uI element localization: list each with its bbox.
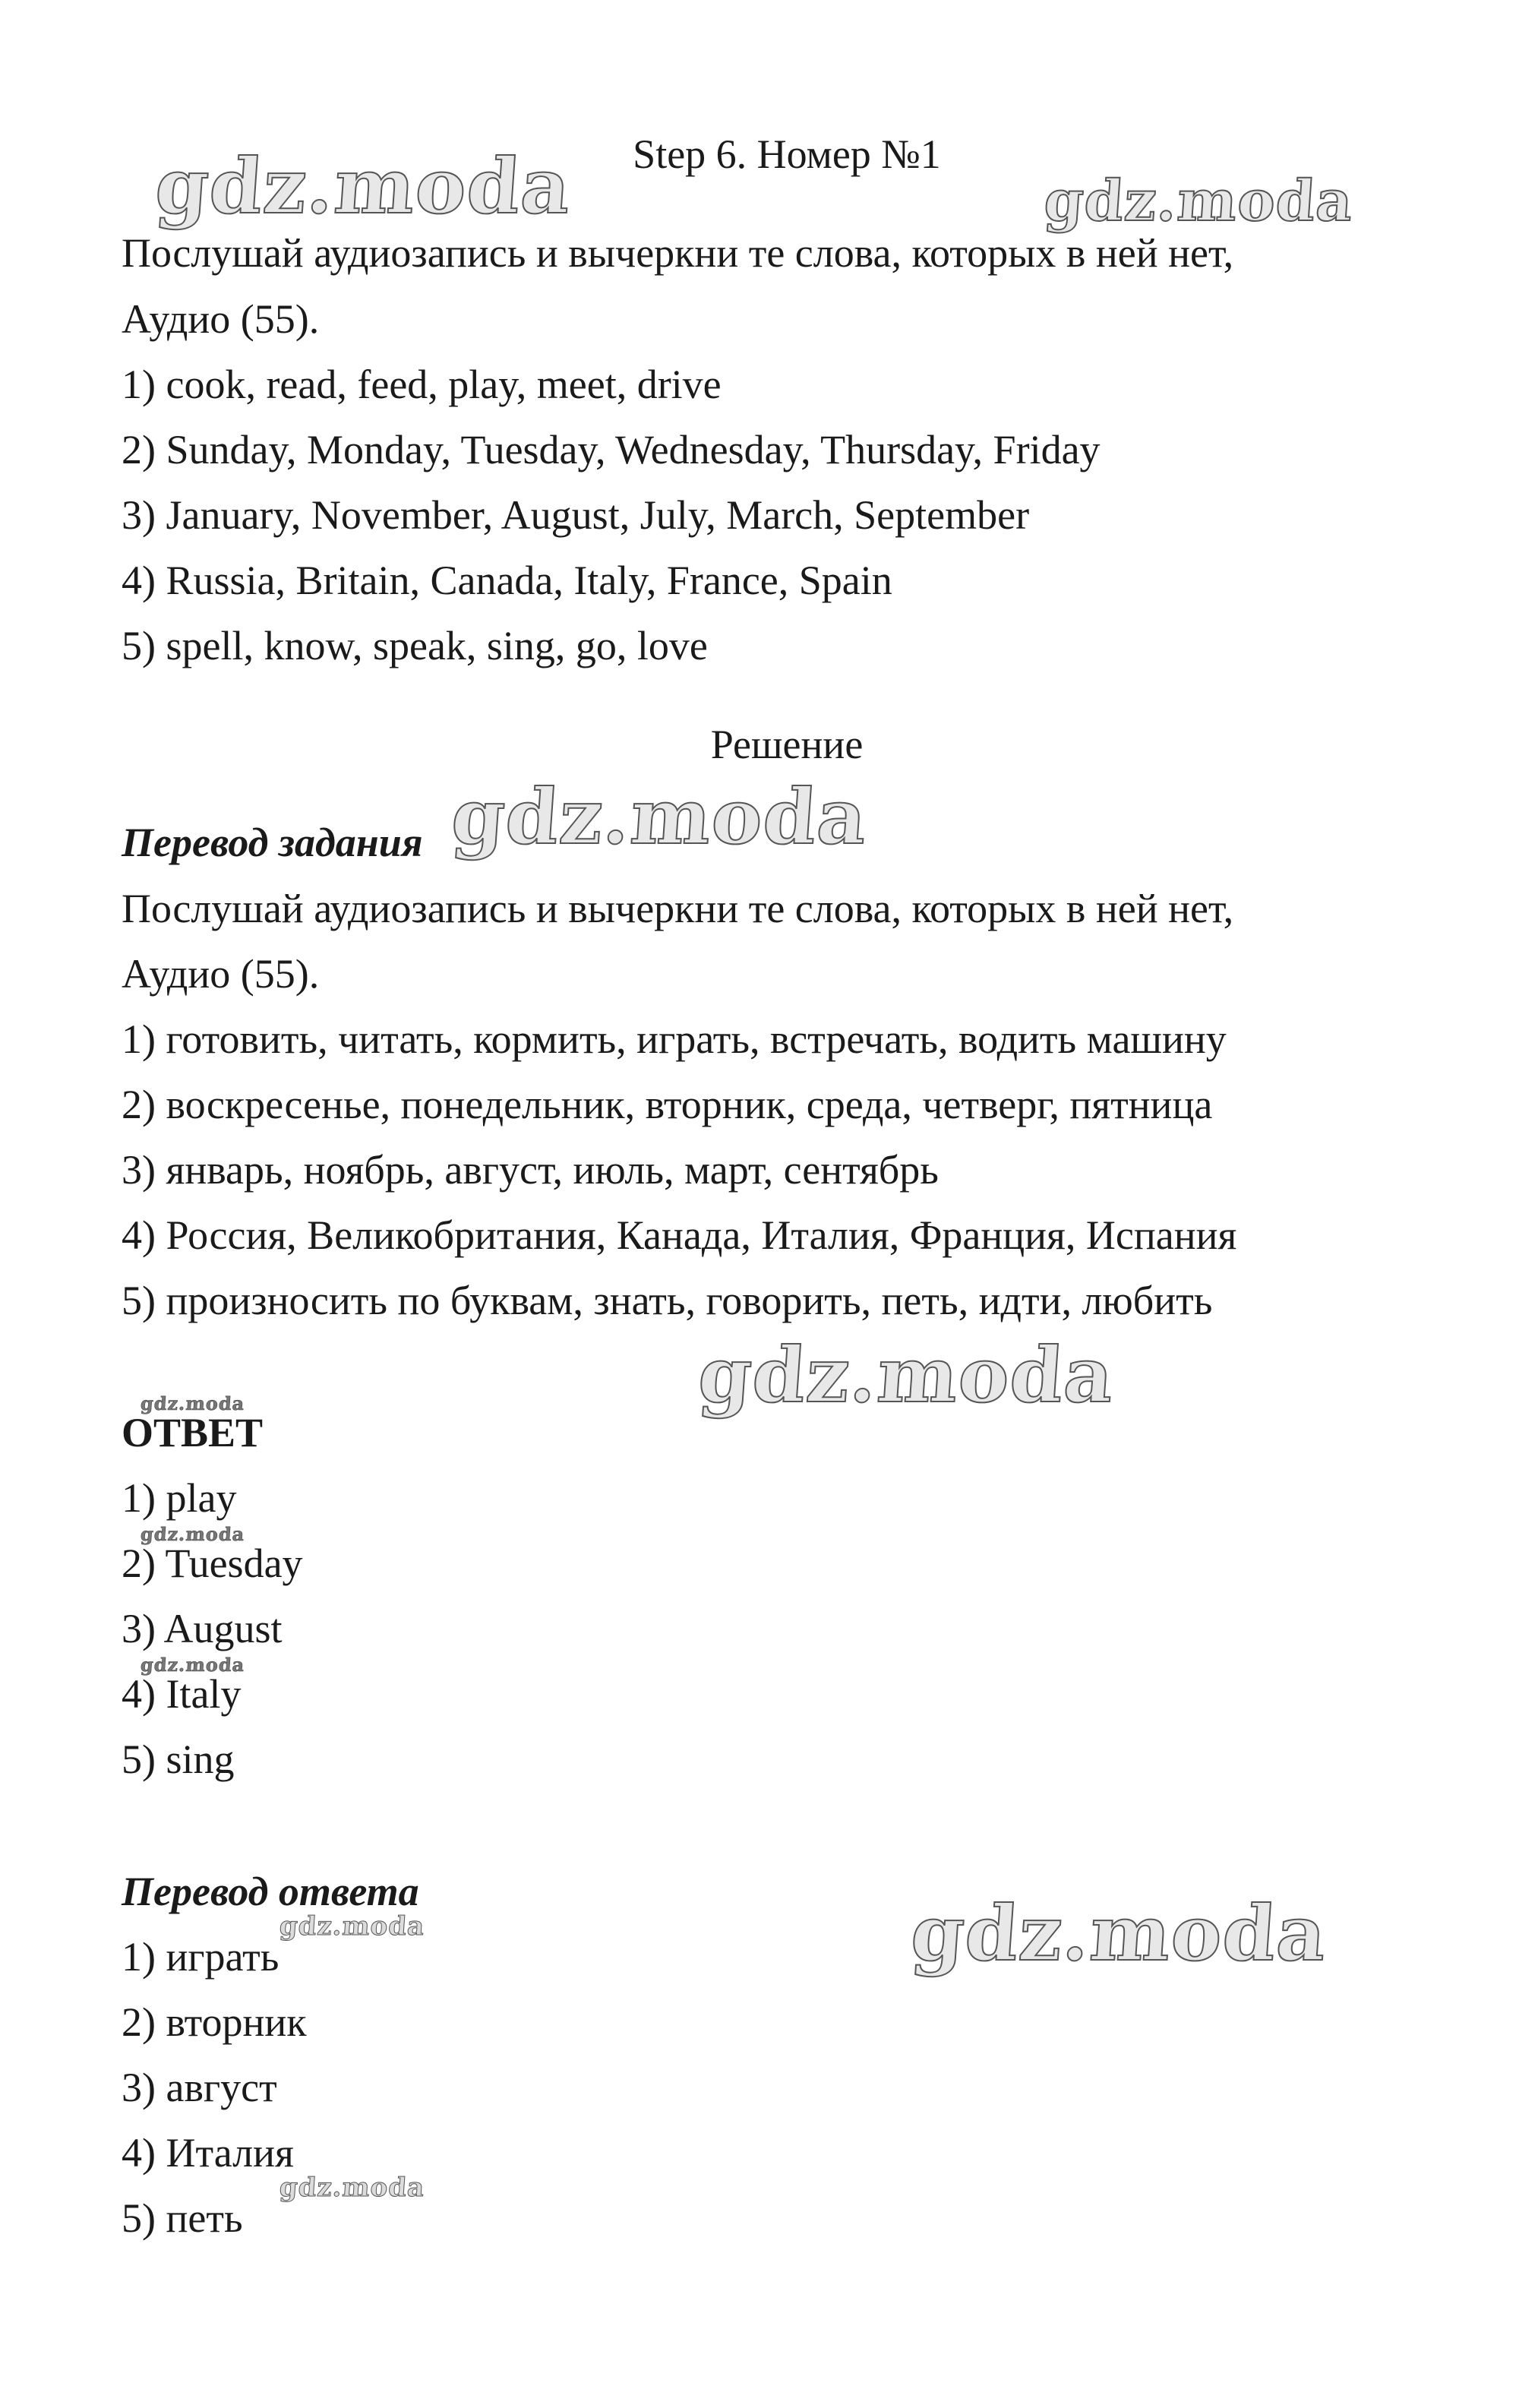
answer-translation-item-1: 1) играть [122,1934,279,1980]
solution-audio: Аудио (55). [122,951,320,997]
task-item-2: 2) Sunday, Monday, Tuesday, Wednesday, Thursday, Friday [122,427,1101,472]
task-item-4: 4) Russia, Britain, Canada, Italy, France, Spain [122,558,892,603]
answer-item-2: 2) Tuesday [122,1541,303,1586]
watermark: gdz.moda [140,1523,246,1545]
answer-heading: ОТВЕТ [122,1410,264,1455]
answer-item-5: 5) sing [122,1736,235,1782]
watermark: gdz.moda [140,1654,246,1676]
watermark: gdz.moda [695,1330,1117,1420]
answer-translation-item-2: 2) вторник [122,1999,307,2045]
watermark: gdz.moda [152,141,574,231]
task-item-5: 5) spell, know, speak, sing, go, love [122,623,708,668]
watermark: gdz.moda [1041,169,1356,234]
answer-translation-item-5: 5) петь [122,2195,243,2241]
solution-heading: Решение [710,722,864,767]
answer-item-3: 3) August [122,1606,283,1651]
watermark: gdz.moda [278,1911,426,1942]
watermark: gdz.moda [278,2173,426,2203]
translation-heading: Перевод задания [122,820,423,865]
task-instruction: Послушай аудиозапись и вычеркни те слова, которых в ней нет, [122,230,1234,276]
solution-instruction: Послушай аудиозапись и вычеркни те слова, которых в ней нет, [122,886,1234,931]
answer-translation-heading: Перевод ответа [122,1869,419,1914]
solution-item-1: 1) готовить, читать, кормить, играть, встречать, водить машину [122,1016,1227,1062]
watermark: gdz.moda [140,1392,246,1414]
task-item-1: 1) cook, read, feed, play, meet, drive [122,362,722,407]
solution-item-2: 2) воскресенье, понедельник, вторник, среда, четверг, пятница [122,1082,1213,1127]
solution-item-3: 3) январь, ноябрь, август, июль, март, сентябрь [122,1147,939,1193]
answer-item-4: 4) Italy [122,1671,242,1717]
watermark: gdz.moda [448,772,870,861]
answer-item-1: 1) play [122,1475,237,1521]
answer-translation-item-4: 4) Италия [122,2130,294,2176]
solution-item-4: 4) Россия, Великобритания, Канада, Италия, Франция, Испания [122,1212,1237,1258]
task-audio: Аудио (55). [122,296,320,342]
watermark: gdz.moda [908,1888,1330,1978]
task-item-3: 3) January, November, August, July, March, September [122,492,1030,538]
solution-item-5: 5) произносить по буквам, знать, говорить, петь, идти, любить [122,1278,1213,1323]
page-title: Step 6. Номер №1 [633,131,941,177]
answer-translation-item-3: 3) август [122,2065,277,2110]
